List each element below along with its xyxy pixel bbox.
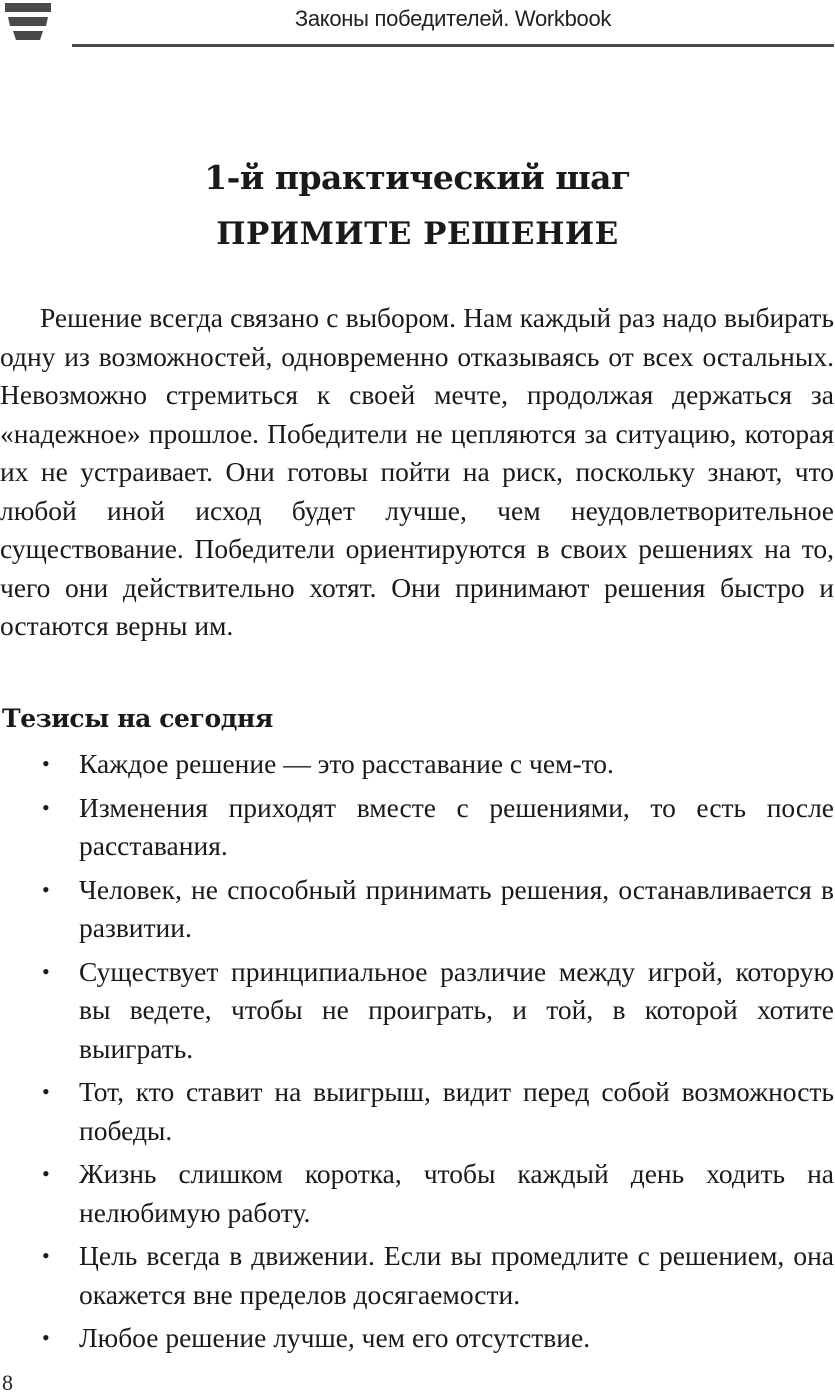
chapter-heading — [0, 150, 835, 262]
list-item — [0, 953, 834, 1069]
thesis-text: Человек, не способный принимать решения, останавливается в развитии. — [79, 873, 834, 943]
bullet-icon: • — [42, 958, 50, 984]
header-rule — [72, 44, 834, 47]
list-item — [0, 871, 834, 948]
list-item — [0, 1319, 834, 1358]
bullet-icon: • — [42, 1325, 50, 1350]
thesis-text: Любое решение лучше, чем его отсутствие. — [79, 1322, 591, 1353]
list-item — [0, 745, 834, 784]
theses-heading: Тезисы на сегодня — [2, 704, 273, 733]
thesis-text: Существует принципиальное различие между игрой, которую вы ведете, чтобы не проиграть, и той, в которой хотите выиграть. — [79, 955, 834, 1064]
bullet-icon: • — [42, 751, 50, 776]
thesis-text: Каждое решение — это расставание с чем-то. — [79, 748, 614, 779]
bullet-icon: • — [42, 876, 50, 902]
bullet-icon: • — [42, 1079, 50, 1104]
thesis-text: Цель всегда в движении. Если вы промедлите с решением, она окажется вне пределов досягаемости. — [79, 1240, 834, 1310]
page-number: 8 — [2, 1370, 13, 1395]
intro-paragraph: Решение всегда связано с выбором. Нам каждый раз надо выбирать одну из возможностей, одновременно отказываясь от всех остальных. Невозможно стремиться к своей мечте, продолжая держаться за «надежное» прошлое. Победители не цепляются за ситуацию, которая их не устраивает. Они готовы пойти на риск, поскольку знают, что любой иной исход будет лучше, чем неудовлетворительное существование. Победители ориентируются в своих решениях на то, чего они действительно хотят. Они принимают решения быстро и остаются верны им. — [0, 302, 834, 641]
chapter-step: 1-й практический шаг — [204, 158, 631, 197]
bullet-icon: • — [42, 1243, 50, 1268]
bullet-icon: • — [42, 1161, 50, 1186]
theses-list — [0, 745, 834, 1363]
running-title: Законы победителей. Workbook — [294, 6, 612, 31]
thesis-text: Жизнь слишком коротка, чтобы каждый день ходить на нелюбимую работу. — [79, 1158, 834, 1228]
list-item — [0, 1155, 834, 1232]
thesis-text: Изменения приходят вместе с решениями, то есть после расставания. — [79, 791, 834, 861]
list-item — [0, 1073, 834, 1150]
bullet-icon: • — [42, 794, 50, 820]
list-item — [0, 1237, 834, 1314]
stacked-bars-icon — [5, 3, 51, 49]
chapter-title: ПРИМИТЕ РЕШЕНИЕ — [216, 216, 619, 252]
list-item — [0, 789, 834, 866]
thesis-text: Тот, кто ставит на выигрыш, видит перед собой возможность победы. — [79, 1076, 834, 1146]
